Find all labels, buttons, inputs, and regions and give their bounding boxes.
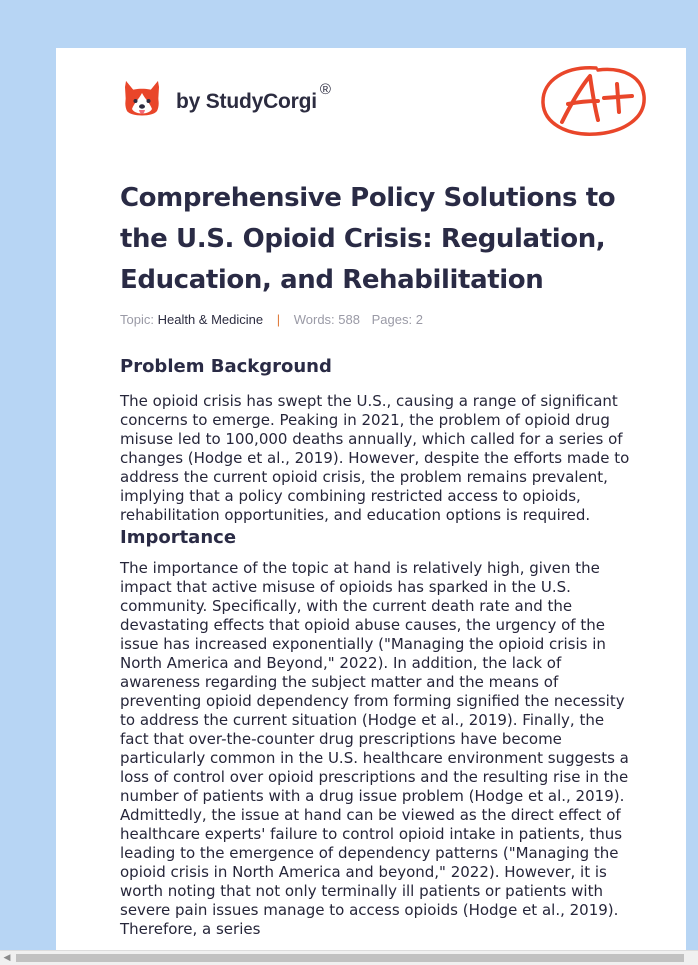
corgi-icon (122, 77, 162, 121)
scrollbar-thumb[interactable] (16, 954, 684, 962)
essay-title: Comprehensive Policy Solutions to the U.S. Opioid Crisis: Regulation, Education, and Rehabilitation (120, 183, 616, 295)
brand-name: by StudyCorgi (176, 90, 317, 113)
horizontal-scrollbar[interactable] (0, 950, 698, 965)
section-heading-problem-background: Problem Background (120, 356, 332, 377)
registered-mark: ® (319, 80, 331, 98)
essay-body (120, 354, 632, 939)
scroll-left-arrow-icon[interactable]: ◀ (3, 953, 11, 963)
meta-separator: | (276, 312, 281, 327)
studycorgi-logo[interactable] (122, 76, 331, 122)
topic-label: Topic: (120, 312, 154, 327)
word-count: Words: 588 (293, 312, 360, 327)
grade-badge-icon (538, 58, 650, 142)
section-heading-importance: Importance (120, 527, 237, 548)
document-page (56, 48, 686, 952)
section-text-importance: The importance of the topic at hand is relatively high, given the impact that active misuse of opioids has sparked in the U.S. community. Specifically, with the current death rate and the devastating effects that opioid abuse causes, the urgency of the issue has increased exponentially ("Managing the opioid crisis in North America and Beyond," 2022). In addition, the lack of awareness regarding the subject matter and the means of preventing opioid dependency from forming signified the necessity to address the current situation (Hodge et al., 2019). Finally, the fact that over-the-counter drug prescriptions have become particularly common in the U.S. healthcare environment suggests a loss of control over opioid prescriptions and the resulting rise in the number of patients with a drug issue problem (Hodge et al., 2019). Admittedly, the issue at hand can be viewed as the direct effect of healthcare experts' failure to control opioid intake in patients, thus leading to the emergence of dependency patterns ("Managing the opioid crisis in North America and beyond," 2022). However, it is worth noting that not only terminally ill patients or patients with severe pain issues manage to access opioids (Hodge et al., 2019). Therefore, a series (120, 559, 629, 938)
essay-meta (120, 312, 423, 327)
section-text-problem-background: The opioid crisis has swept the U.S., causing a range of significant concerns to emerge. Peaking in 2021, the problem of opioid drug misuse led to 100,000 deaths annually, which called for a series of changes (Hodge et al., 2019). However, despite the efforts made to address the current opioid crisis, the problem remains prevalent, implying that a policy combining restricted access to opioids, rehabilitation opportunities, and education options is required. (120, 392, 630, 524)
topic-link[interactable]: Health & Medicine (157, 312, 264, 327)
page-count: Pages: 2 (371, 312, 423, 327)
